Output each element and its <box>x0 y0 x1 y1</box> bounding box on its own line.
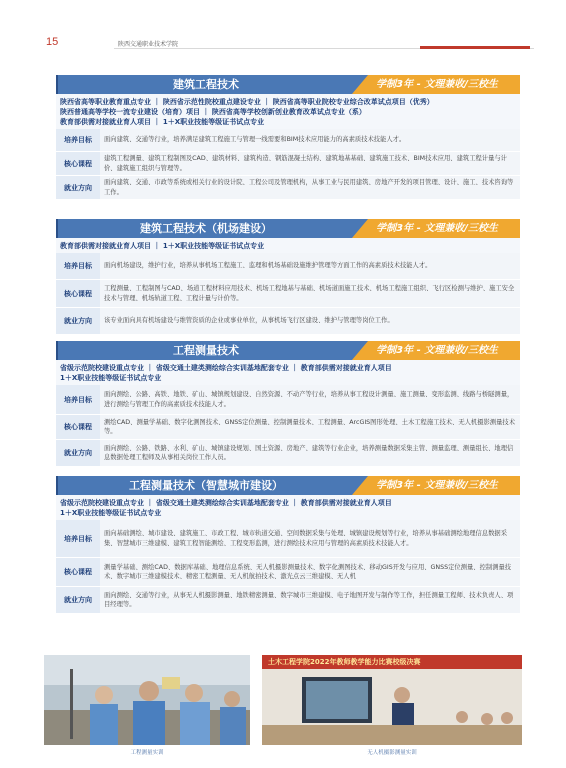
honor-line: 省级示范院校建设重点专业 ｜ 省级交通土建类测绘综合实训基地配套专业 ｜ 教育部供需对接就业育人项目 <box>60 364 392 372</box>
row-label: 核心课程 <box>56 415 100 439</box>
row-text: 该专业面向具有机场建设与维管资质的企业或事业单位，从事机场飞行区建设、维护与管理等岗位工作。 <box>100 308 520 334</box>
honor-line: 陕西普通高等学校一流专业建设（培育）项目 ｜ 陕西省高等学校创新创业教育改革试点专业（系） <box>60 108 366 116</box>
honor-line: 省级示范院校建设重点专业 ｜ 省级交通土建类测绘综合实训基地配套专业 ｜ 教育部供需对接就业育人项目 <box>60 499 392 507</box>
row-text: 面向建筑、交通等行业，培养满足建筑工程施工与管理一线需要和BIM技术应用能力的高素质技术技能人才。 <box>100 129 520 151</box>
program-honors <box>56 238 520 253</box>
page-number: 15 <box>46 36 59 48</box>
program-title: 建筑工程技术 <box>173 78 239 91</box>
row-training-goal <box>56 129 520 152</box>
row-text: 面向测绘、交通等行业，从事无人机摄影测量、地铁精密测量、数字城市三维建模、电子地图开发与制作等工作，担任测量工程师、技术负责人、项目经理等。 <box>100 587 520 613</box>
program-section-construction <box>56 75 520 200</box>
program-honors <box>56 495 520 520</box>
row-core-courses <box>56 280 520 308</box>
row-text: 测绘CAD、测量学基础、数字化测图技术、GNSS定位测量、控制测量技术、工程测量、ArcGIS图形处理、土木工程施工技术、无人机摄影测量技术等。 <box>100 415 520 439</box>
row-label: 培养目标 <box>56 520 100 557</box>
row-career <box>56 308 520 335</box>
photo-banner-sign: 土木工程学院2022年教师教学能力比赛校级决赛 <box>268 658 421 666</box>
row-core-courses <box>56 415 520 440</box>
row-label: 培养目标 <box>56 253 100 279</box>
row-core-courses <box>56 558 520 587</box>
photo-surveying-training <box>44 655 250 745</box>
row-label: 核心课程 <box>56 558 100 586</box>
row-text: 面向建筑、交通、市政等系统或相关行业的设计院、工程公司及管理机构，从事工业与民用建筑、房地产开发的项目管理、设计、施工、技术咨询等工作。 <box>100 176 520 199</box>
photo-surveying-training-image <box>44 655 250 745</box>
program-honors <box>56 94 520 129</box>
program-duration: 学制3年 - 文理兼收/三校生 <box>376 223 498 234</box>
honor-line: 1＋X职业技能等级证书试点专业 <box>60 509 162 517</box>
program-honors <box>56 360 520 385</box>
honor-line: 教育部供需对接就业育人项目 ｜ 1＋X职业技能等级证书试点专业 <box>60 118 265 126</box>
program-duration: 学制3年 - 文理兼收/三校生 <box>376 345 498 356</box>
row-label: 培养目标 <box>56 129 100 151</box>
row-training-goal <box>56 385 520 415</box>
program-section-surveying <box>56 341 520 467</box>
program-duration: 学制3年 - 文理兼收/三校生 <box>376 79 498 90</box>
row-core-courses <box>56 152 520 176</box>
row-text: 建筑工程测量、建筑工程制图及CAD、建筑材料、建筑构造、钢筋混凝土结构、建筑地基基础、建筑施工技术、BIM技术应用、建筑工程计量与计价、建筑施工组织与管理等。 <box>100 152 520 175</box>
row-label: 就业方向 <box>56 176 100 199</box>
photo-caption: 无人机摄影测量实训 <box>367 750 417 756</box>
row-label: 培养目标 <box>56 385 100 414</box>
row-training-goal <box>56 253 520 280</box>
row-text: 面向基础测绘、城市建设、建筑施工、市政工程、城市轨道交通、空间数据采集与处理、城镇建设规划等行业，培养从事基础测绘地理信息数据采集、智慧城市三维建模、建筑工程智能测绘、工程变形监测，进行测绘技术应用与管理的高素质技术技能人才。 <box>100 520 520 557</box>
program-title: 工程测量技术 <box>173 344 239 357</box>
row-career <box>56 176 520 200</box>
photo-caption: 工程测量实训 <box>130 750 164 756</box>
row-label: 核心课程 <box>56 280 100 307</box>
program-banner <box>56 75 520 94</box>
school-name: 陕西交通职业技术学院 <box>118 41 179 48</box>
program-section-airport <box>56 219 520 335</box>
program-duration: 学制3年 - 文理兼收/三校生 <box>376 480 498 491</box>
row-label: 就业方向 <box>56 587 100 613</box>
row-label: 就业方向 <box>56 440 100 466</box>
program-banner <box>56 219 520 238</box>
program-section-smart-city <box>56 476 520 614</box>
row-text: 面向测绘、公路、铁路、水利、矿山、城镇建设规划、国土资源、房地产、建筑等行业企业，培养测量数据采集主管、测量监理、测量组长、地理信息数据处理工程师及从事相关岗位工作人员。 <box>100 440 520 466</box>
row-career <box>56 440 520 467</box>
program-title: 建筑工程技术（机场建设） <box>140 222 272 235</box>
row-text: 面向测绘、公路、高铁、地铁、矿山、城镇规划建设、自然资源、不动产等行业，培养从事工程设计测量、施工测量、变形监测、线路与桥隧测量，进行测绘与管理工作的高素质技术技能人才。 <box>100 385 520 414</box>
program-banner <box>56 476 520 495</box>
program-title: 工程测量技术（智慧城市建设） <box>129 479 283 492</box>
photo-drone-training <box>262 655 522 745</box>
row-label: 核心课程 <box>56 152 100 175</box>
row-text: 工程测量、工程制图与CAD、场道工程材料应用技术、机场工程地基与基础、机场道面施工技术、机场工程施工组织、飞行区检测与维护、施工安全技术与管理、机场轨道工程、工程计量与计价等。 <box>100 280 520 307</box>
row-career <box>56 587 520 614</box>
row-label: 就业方向 <box>56 308 100 334</box>
program-banner <box>56 341 520 360</box>
page-header <box>0 0 566 48</box>
row-text: 面向机场建设，维护行业，培养从事机场工程施工、监理和机场基础设施维护管理等方面工作的高素质技术技能人才。 <box>100 253 520 279</box>
header-accent-bar <box>420 46 530 49</box>
honor-line: 陕西省高等职业教育重点专业 ｜ 陕西省示范性院校重点建设专业 ｜ 陕西省高等职业院校专业综合改革试点项目（优秀） <box>60 98 434 106</box>
row-text: 测量学基础、测绘CAD、数据库基础、地理信息系统、无人机摄影测量技术、数字化测图技术、移动GIS开发与应用、GNSS定位测量、控制测量技术、数字城市三维建模技术、精密工程测量、无人机航拍技术、激光点云三维建模、无人机 <box>100 558 520 586</box>
row-training-goal <box>56 520 520 558</box>
honor-line: 教育部供需对接就业育人项目 ｜ 1＋X职业技能等级证书试点专业 <box>60 242 265 250</box>
honor-line: 1＋X职业技能等级证书试点专业 <box>60 374 162 382</box>
